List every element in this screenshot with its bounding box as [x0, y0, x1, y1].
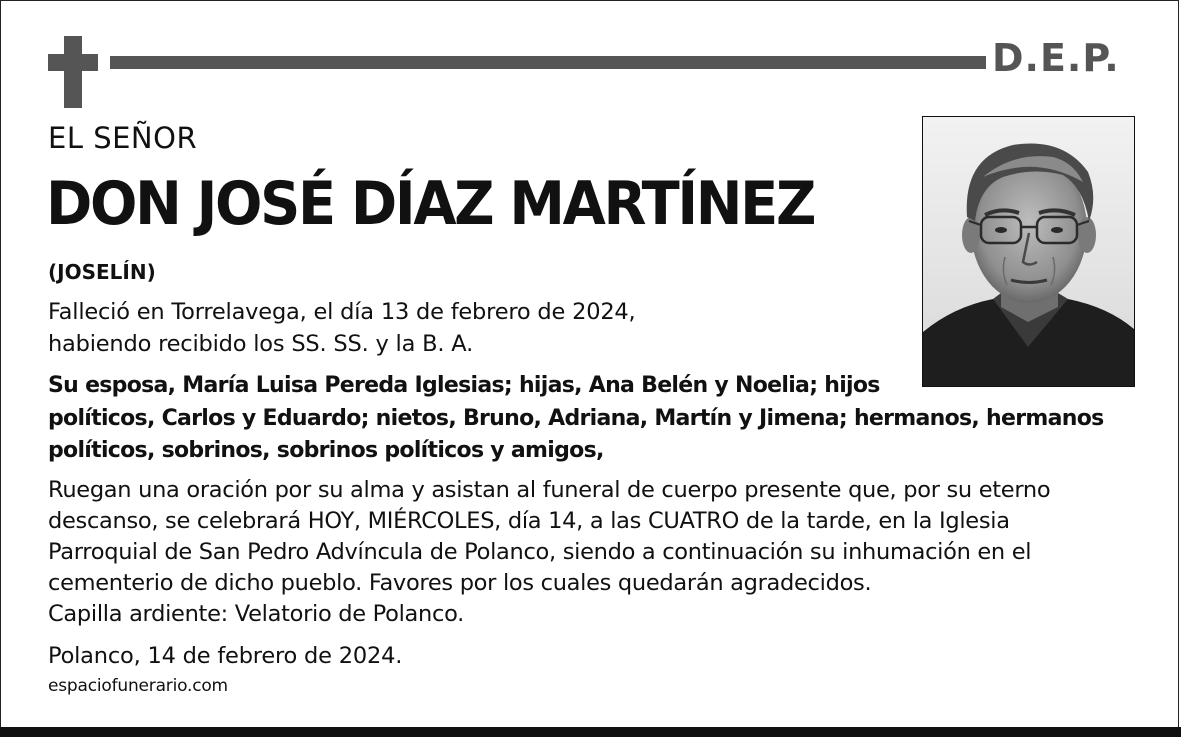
family-line: políticos, Carlos y Eduardo; nietos, Bruno, Adriana, Martín y Jimena; hermanos, hermanos	[48, 405, 1104, 431]
family-line: políticos, sobrinos, sobrinos políticos y amigos,	[48, 438, 604, 463]
website-text: espaciofunerario.com	[48, 676, 228, 696]
dep-label: D.E.P.	[992, 36, 1120, 80]
funeral-line: descanso, se celebrará HOY, MIÉRCOLES, día 14, a las CUATRO de la tarde, en la Iglesia	[48, 508, 1010, 534]
funeral-line: Parroquial de San Pedro Advíncula de Polanco, siendo a continuación su inhumación en el	[48, 539, 1032, 565]
death-line: habiendo recibido los SS. SS. y la B. A.	[48, 331, 474, 357]
nickname: (JOSELÍN)	[48, 260, 156, 284]
death-line: Falleció en Torrelavega, el día 13 de febrero de 2024,	[48, 299, 636, 325]
deceased-name: DON JOSÉ DÍAZ MARTÍNEZ	[46, 169, 815, 239]
header-rule	[110, 56, 986, 69]
family-line: Su esposa, María Luisa Pereda Iglesias; hijas, Ana Belén y Noelia; hijos	[48, 373, 880, 398]
portrait-photo	[922, 116, 1135, 387]
honorific: EL SEÑOR	[48, 121, 198, 155]
cross-icon	[48, 36, 98, 108]
place-date: Polanco, 14 de febrero de 2024.	[48, 643, 403, 669]
funeral-line: Capilla ardiente: Velatorio de Polanco.	[48, 601, 464, 627]
funeral-line: Ruegan una oración por su alma y asistan al funeral de cuerpo presente que, por su eterno	[48, 477, 1051, 503]
bottom-border	[0, 727, 1181, 737]
funeral-line: cementerio de dicho pueblo. Favores por los cuales quedarán agradecidos.	[48, 570, 872, 596]
death-info	[48, 296, 888, 360]
funeral-info	[48, 475, 1148, 630]
